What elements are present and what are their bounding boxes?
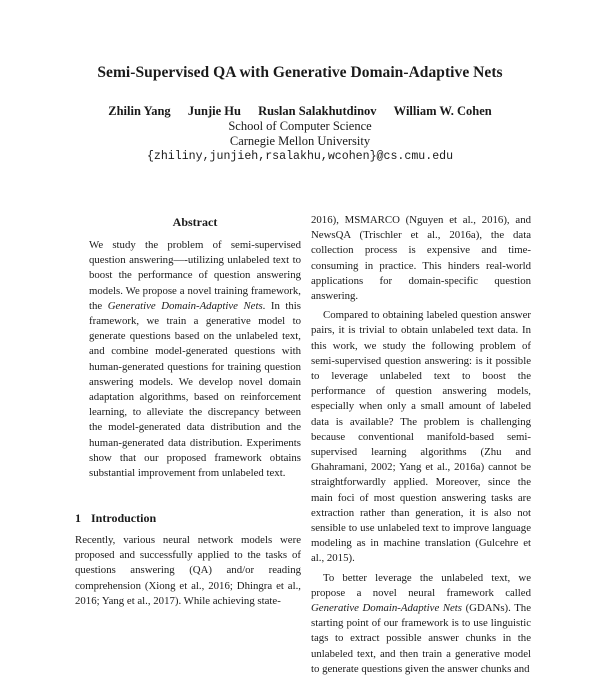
- affiliation-university: Carnegie Mellon University: [229, 134, 371, 148]
- section-title: Introduction: [91, 511, 157, 525]
- abstract-text: . In this framework, we train a generative model to generate questions based on the unlabeled text, and combine model-generated questions with human-generated questions for training question answering models. We develop novel domain adaptation algorithms, based on reinforcement learning, to alleviate the discrepancy between the model-generated data distribution and the human-generated data distribution. Experiments show that our proposed framework obtains substantial improvement from unlabeled text.: [89, 299, 301, 480]
- paragraph-emphasis: Generative Domain-Adaptive Nets: [311, 602, 463, 615]
- section-heading-introduction: [75, 511, 156, 526]
- abstract-heading: Abstract: [172, 215, 218, 229]
- affiliation-school: School of Computer Science: [228, 119, 372, 133]
- abstract-text: We study the problem of semi-supervised question answering—-utilizing unlabeled text to boost the performance of question answering models. We propose a novel training framework, the: [89, 239, 301, 312]
- abstract-body: [89, 238, 301, 481]
- author-emails: {zhiliny,junjieh,rsalakhu,wcohen}@cs.cmu.edu: [146, 150, 454, 163]
- author-name: Junjie Hu: [187, 104, 241, 118]
- section-number: 1: [75, 511, 81, 525]
- paragraph: [311, 571, 531, 677]
- paragraph-text: (GDANs). The starting point of our framework is to use linguistic tags to extract possible answer chunks in the unlabeled text, and then train a generative model to generate questions given the answer chunks and: [311, 602, 531, 675]
- paragraph: Compared to obtaining labeled question answer pairs, it is trivial to obtain unlabeled text data. In this work, we study the following problem of semi-supervised question answering: is it possible to leverage unlabeled text to boost the performance of question answering models, especially when only a small amount of labeled data is available? The problem is challenging because conventional manifold-based semi-supervised learning algorithms (Zhu and Ghahramani, 2002; Yang et al., 2016a) cannot be straightforwardly applied. Moreover, since the main foci of most question answering tasks are extraction rather than generation, it is also not sensible to use unlabeled text to improve language modeling as in machine translation (Gulcehre et al., 2015).: [311, 309, 531, 565]
- author-name: Ruslan Salakhutdinov: [258, 104, 377, 118]
- author-list: [0, 104, 600, 119]
- author-name: William W. Cohen: [393, 104, 492, 118]
- paper-title: Semi-Supervised QA with Generative Domain-Adaptive Nets: [97, 64, 503, 81]
- abstract-emphasis: Generative Domain-Adaptive Nets: [107, 299, 263, 312]
- right-column-body: [311, 213, 531, 677]
- paragraph: 2016), MSMARCO (Nguyen et al., 2016), and NewsQA (Trischler et al., 2016a), the data collection process is expensive and time-consuming in practice. This hinders real-world applications for domain-specific question answering.: [311, 214, 531, 303]
- author-name: Zhilin Yang: [108, 104, 171, 118]
- introduction-body: Recently, various neural network models were proposed and successfully applied to the tasks of questions answering (QA) and/or reading comprehension (Xiong et al., 2016; Dhingra et al., 2016; Yang et al., 2017). While achieving state-: [75, 534, 301, 607]
- paragraph-text: To better leverage the unlabeled text, we propose a novel neural framework called: [311, 571, 531, 599]
